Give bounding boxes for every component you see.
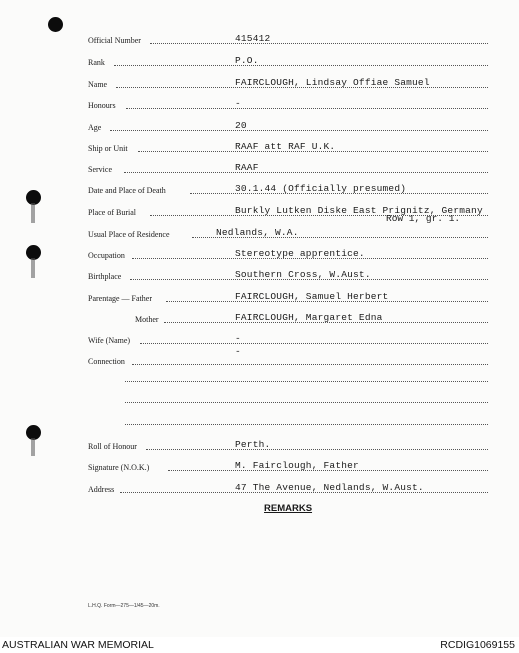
field-line xyxy=(114,65,488,66)
remarks-heading: REMARKS xyxy=(264,503,313,514)
field-connection xyxy=(88,346,488,367)
punch-hole xyxy=(48,17,63,32)
punch-hole-shadow xyxy=(31,203,35,223)
field-value: 20 xyxy=(235,120,247,131)
blank-line xyxy=(125,402,488,403)
punch-hole-shadow xyxy=(31,258,35,278)
field-value: RAAF att RAF U.K. xyxy=(235,141,336,152)
field-label: Occupation xyxy=(88,251,125,260)
field-value: 30.1.44 (Officially presumed) xyxy=(235,183,407,194)
burial-row-grave: Row 1, gr. 1. xyxy=(386,213,461,224)
field-line xyxy=(146,449,488,450)
field-ship-or-unit xyxy=(88,140,488,154)
blank-line xyxy=(125,381,488,382)
field-parentage-father xyxy=(88,290,488,304)
field-parentage-mother xyxy=(88,311,488,325)
field-value: Stereotype apprentice. xyxy=(235,248,365,259)
field-label: Name xyxy=(88,80,108,89)
field-signature-nok xyxy=(88,459,488,473)
field-label: Usual Place of Residence xyxy=(88,230,170,239)
field-value: - xyxy=(235,346,241,357)
field-label: Parentage — Father xyxy=(88,294,152,303)
field-value: - xyxy=(235,98,241,109)
field-roll-of-honour xyxy=(88,438,488,452)
field-value: P.O. xyxy=(235,55,259,66)
field-label: Age xyxy=(88,123,102,132)
field-label: Wife (Name) xyxy=(88,336,131,345)
field-label: Rank xyxy=(88,58,105,67)
field-label: Address xyxy=(88,485,115,494)
field-honours xyxy=(88,97,488,111)
field-value: 47 The Avenue, Nedlands, W.Aust. xyxy=(235,482,424,493)
field-value: 415412 xyxy=(235,33,271,44)
field-value: - xyxy=(235,333,241,344)
field-label: Signature (N.O.K.) xyxy=(88,463,150,472)
field-occupation xyxy=(88,247,488,261)
field-value: FAIRCLOUGH, Margaret Edna xyxy=(235,312,383,323)
field-label: Official Number xyxy=(88,36,141,45)
field-value: M. Fairclough, Father xyxy=(235,460,359,471)
field-usual-residence xyxy=(88,226,488,240)
field-value: Burkly Lutken Diske East Prignitz, Germany xyxy=(235,205,483,216)
field-line xyxy=(124,172,488,173)
field-line xyxy=(140,343,488,344)
field-label: Birthplace xyxy=(88,272,122,281)
field-label: Service xyxy=(88,165,112,174)
field-line xyxy=(150,43,488,44)
field-address xyxy=(88,481,488,495)
field-label: Connection xyxy=(88,357,125,366)
field-label: Date and Place of Death xyxy=(88,186,166,195)
field-value: RAAF xyxy=(235,162,259,173)
field-value: FAIRCLOUGH, Lindsay Offiae Samuel xyxy=(235,77,430,88)
field-date-place-of-death xyxy=(88,182,488,196)
field-line xyxy=(132,364,488,365)
field-service xyxy=(88,161,488,175)
field-wife xyxy=(88,332,488,346)
field-age xyxy=(88,119,488,133)
field-name xyxy=(88,76,488,90)
field-official-number xyxy=(88,32,488,46)
field-line xyxy=(110,130,488,131)
field-label: Honours xyxy=(88,101,116,110)
footer-record-id: RCDIG1069155 xyxy=(440,639,515,651)
archive-footer xyxy=(0,637,519,653)
field-value: Nedlands, W.A. xyxy=(216,227,299,238)
punch-hole-shadow xyxy=(31,438,35,456)
field-label: Place of Burial xyxy=(88,208,136,217)
blank-line xyxy=(125,424,488,425)
field-value: Perth. xyxy=(235,439,271,450)
field-rank xyxy=(88,54,488,68)
footer-institution: AUSTRALIAN WAR MEMORIAL xyxy=(2,639,154,651)
field-label: Mother xyxy=(135,315,159,324)
field-label: Ship or Unit xyxy=(88,144,128,153)
field-birthplace xyxy=(88,268,488,282)
field-line xyxy=(126,108,488,109)
form-number: L.H.Q. Form—275—1/45—20m. xyxy=(88,603,160,609)
field-value: FAIRCLOUGH, Samuel Herbert xyxy=(235,291,389,302)
field-value: Southern Cross, W.Aust. xyxy=(235,269,371,280)
field-label: Roll of Honour xyxy=(88,442,137,451)
